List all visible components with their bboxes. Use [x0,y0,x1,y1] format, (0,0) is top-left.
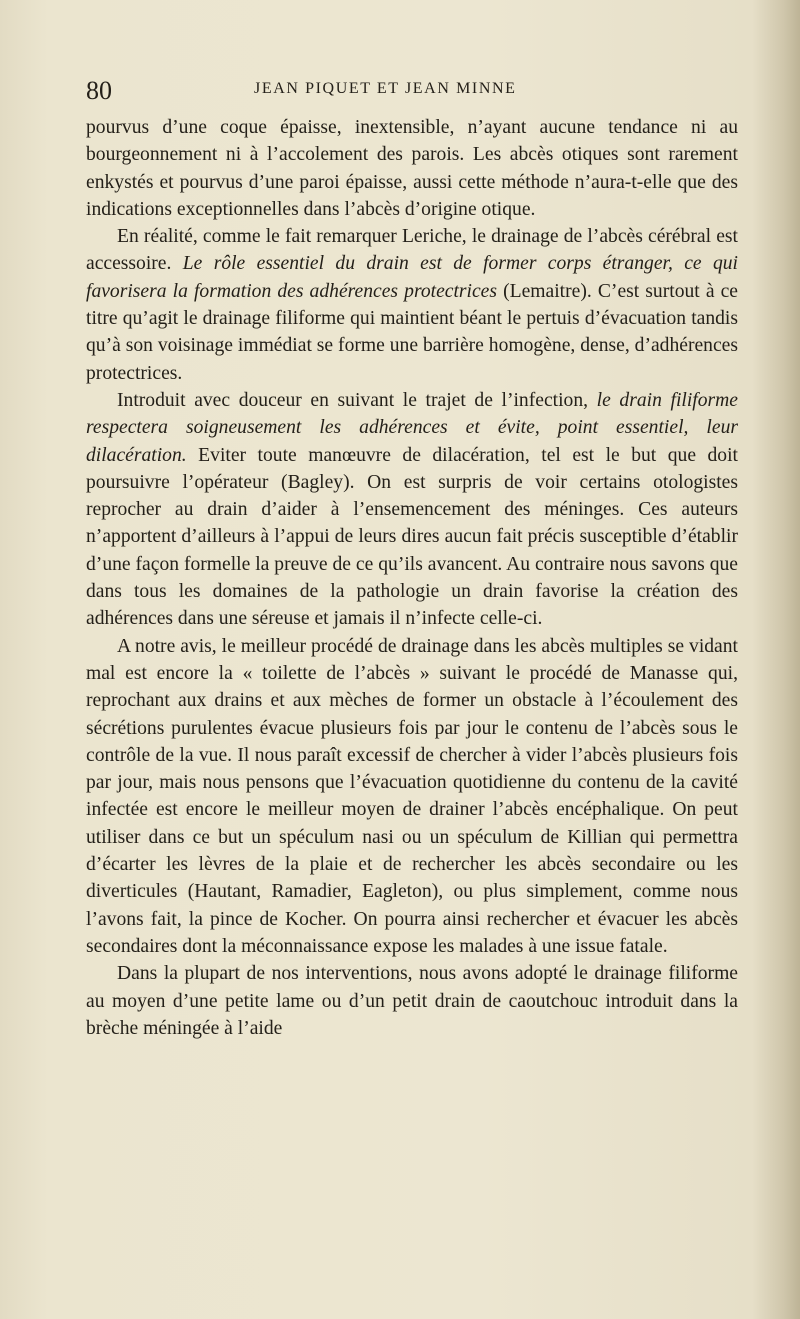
paragraph-text: En réalité, comme le fait remarquer Leriche, le drainage de l’abcès cérébral est accessoire. [86,226,738,275]
italic-emphasis: Le rôle essentiel du drain est de former corps étranger, ce qui favorisera la formation des adhérences protectrices [86,253,738,302]
paragraph-text: pourvus d’une coque épaisse, inextensible, n’ayant aucune tendance ni au bourgeonnement ni à l’accolement des parois. Les abcès otiques sont rarement enkystés et pourvus d’une paroi épaisse, aussi cette méthode n’aura-t-elle que des indications exceptionnelles dans l’abcès d’origine otique. [86,117,738,220]
paragraph-1 [86,114,738,223]
page-header [86,76,738,106]
paragraph-text: A notre avis, le meilleur procédé de drainage dans les abcès multiples se vidant mal est encore la « toilette de l’abcès » suivant le procédé de Manasse qui, reprochant aux drains et aux mèches de former un obstacle à l’écoulement des sécrétions purulentes évacue plusieurs fois par jour le contenu de l’abcès sous le contrôle de la vue. Il nous paraît excessif de chercher à vider l’abcès plusieurs fois par jour, mais nous pensons que l’évacuation quotidienne du contenu de la cavité infectée est encore le meilleur moyen de drainer l’abcès encéphalique. On peut utiliser dans ce but un spéculum nasi ou un spéculum de Killian qui permettra d’écarter les lèvres de la plaie et de rechercher les abcès secondaire ou les diverticules (Hautant, Ramadier, Eagleton), ou plus simplement, comme nous l’avons fait, la pince de Kocher. On pourra ainsi rechercher et évacuer les abcès secondaires dont la méconnaissance expose les malades à une issue fatale. [86,635,738,957]
paragraph-text: Eviter toute manœuvre de dilacération, tel est le but que doit poursuivre l’opérateur (Bagley). On est surpris de voir certains otologistes reprocher au drain d’aider à l’ensemencement des méninges. Ces auteurs n’apportent d’ailleurs à l’appui de leurs dires aucun fait précis susceptible d’établir d’une façon formelle la preuve de ce qu’ils avancent. Au contraire nous savons que dans tous les domaines de la pathologie un drain favorise la création des adhérences dans une séreuse et jamais il n’infecte celle-ci. [86,444,738,630]
paragraph-2 [86,223,738,387]
paragraph-text: Introduit avec douceur en suivant le trajet de l’infection, [117,389,597,411]
paragraph-3 [86,387,738,633]
paragraph-text: (Lemaitre). C’est surtout à ce titre qu’agit le drainage filiforme qui maintient béant le pertuis d’évacuation tandis qu’à son voisinage immédiat se forme une barrière homogène, dense, d’adhérences protectrices. [86,280,738,384]
paragraph-4 [86,633,738,961]
page-number: 80 [86,76,112,105]
paragraph-5 [86,960,738,1042]
italic-emphasis: le drain filiforme respectera soigneusement les adhérences et évite, point essentiel, leur dilacération. [86,389,738,466]
running-head: JEAN PIQUET ET JEAN MINNE [254,80,517,97]
body-text [86,114,738,1042]
paragraph-text: Dans la plupart de nos interventions, nous avons adopté le drainage filiforme au moyen d’une petite lame ou d’un petit drain de caoutchouc introduit dans la brèche méningée à l’aide [86,963,738,1039]
